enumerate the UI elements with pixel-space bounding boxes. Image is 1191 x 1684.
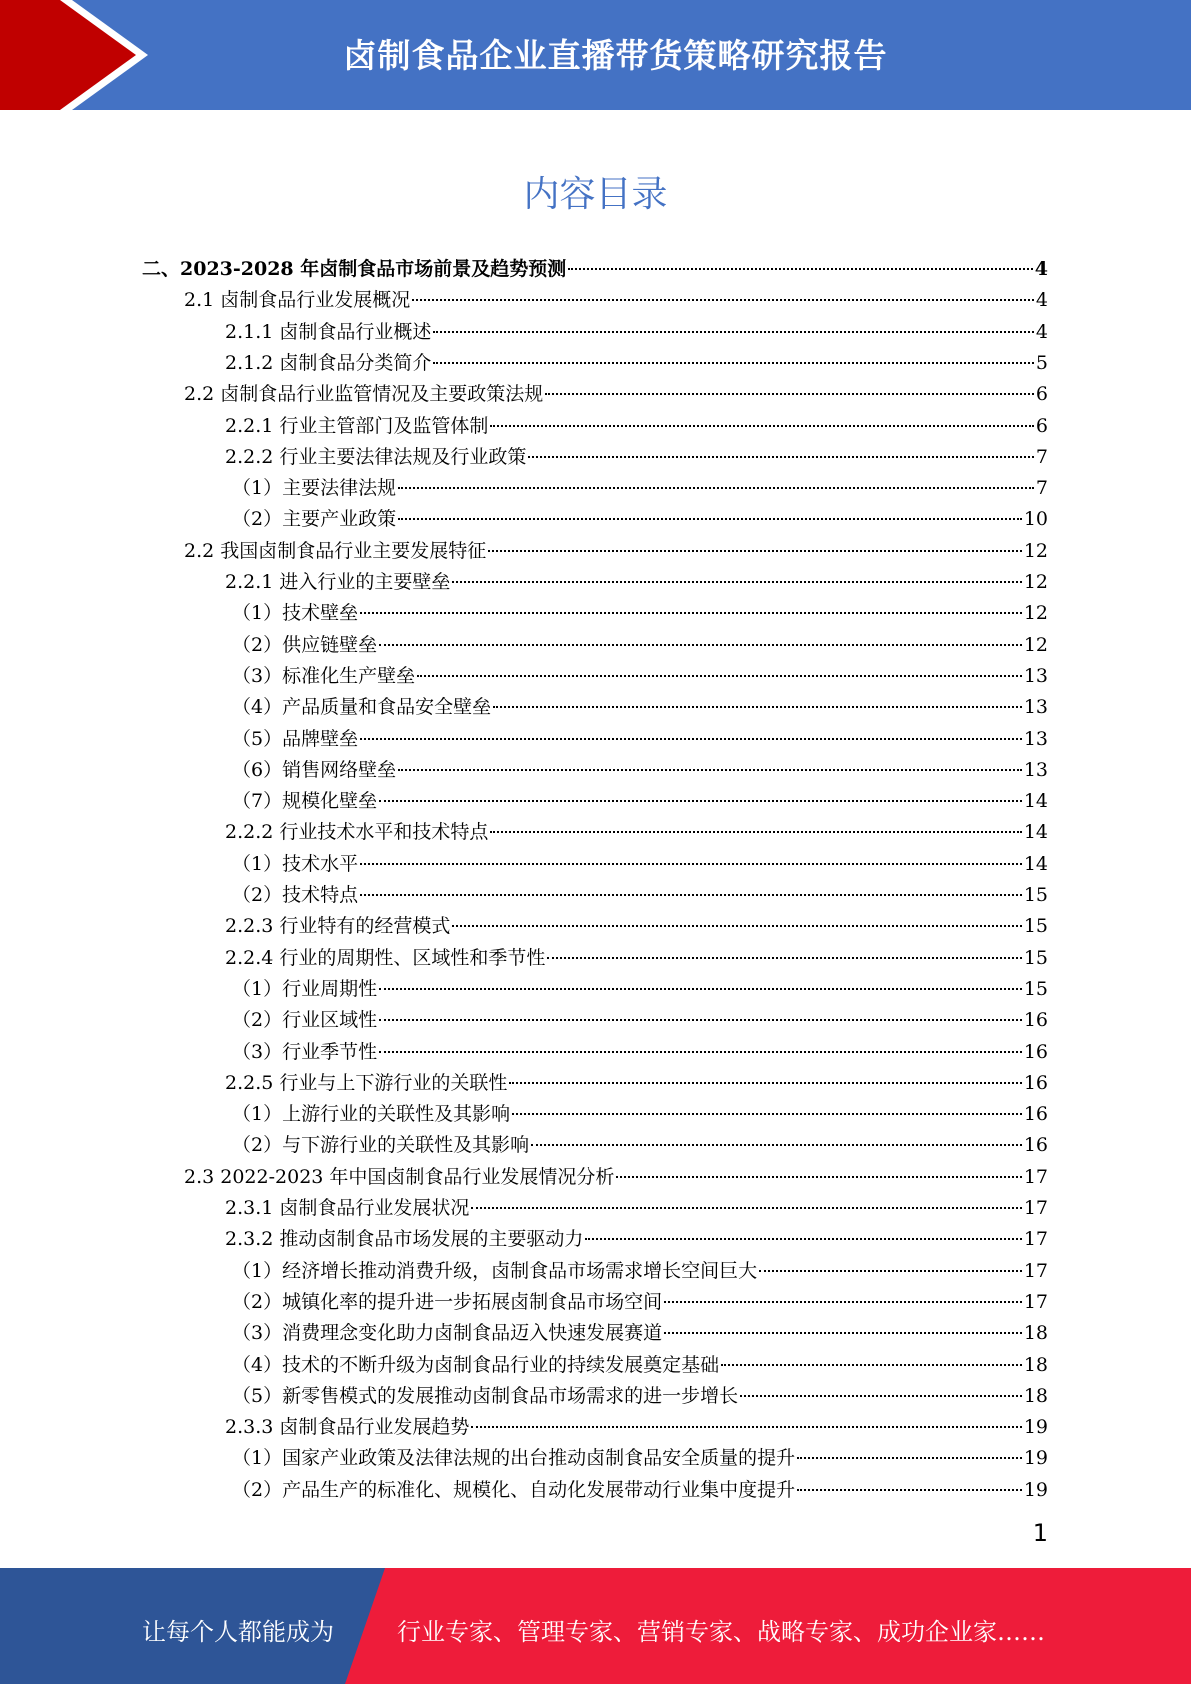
toc-entry[interactable]: [232, 974, 1048, 1005]
toc-entry[interactable]: [232, 473, 1048, 504]
toc-entry-page: 10: [1023, 508, 1048, 531]
toc-entry[interactable]: [232, 1443, 1048, 1474]
toc-dot-leader: [797, 1457, 1022, 1459]
toc-entry-title: （5）新零售模式的发展推动卤制食品市场需求的进一步增长: [232, 1384, 739, 1407]
toc-entry[interactable]: [184, 285, 1048, 316]
toc-dot-leader: [528, 456, 1034, 458]
toc-entry[interactable]: [225, 817, 1048, 848]
toc-dot-leader: [740, 1395, 1022, 1397]
toc-entry[interactable]: [232, 661, 1048, 692]
toc-entry-title: （2）与下游行业的关联性及其影响: [232, 1134, 530, 1157]
toc-dot-leader: [721, 1364, 1022, 1366]
toc-entry-page: 15: [1023, 946, 1048, 969]
toc-entry-page: 4: [1034, 258, 1048, 280]
toc-dot-leader: [547, 957, 1021, 959]
toc-entry-title: （4）技术的不断升级为卤制食品行业的持续发展奠定基础: [232, 1353, 720, 1376]
toc-entry-page: 18: [1023, 1384, 1048, 1407]
toc-dot-leader: [471, 1426, 1021, 1428]
toc-entry[interactable]: [232, 1130, 1048, 1161]
toc-entry[interactable]: [232, 1350, 1048, 1381]
toc-entry-page: 12: [1023, 571, 1048, 593]
toc-dot-leader: [568, 268, 1033, 270]
toc-entry[interactable]: [184, 536, 1048, 567]
toc-entry-title: （2）技术特点: [232, 884, 359, 906]
toc-entry[interactable]: [232, 1099, 1048, 1130]
toc-entry-page: 14: [1023, 852, 1048, 875]
toc-dot-leader: [433, 362, 1034, 364]
toc-entry-title: 2.2.1 行业主管部门及监管体制: [225, 414, 489, 437]
toc-entry[interactable]: [225, 1412, 1048, 1443]
toc-dot-leader: [360, 894, 1022, 896]
toc-dot-leader: [360, 612, 1022, 614]
toc-dot-leader: [398, 769, 1022, 771]
toc-entry-page: 13: [1023, 696, 1048, 719]
toc-entry[interactable]: [225, 1193, 1048, 1224]
toc-entry[interactable]: [225, 567, 1048, 598]
toc-entry[interactable]: [225, 943, 1048, 974]
report-title: 卤制食品企业直播带货策略研究报告: [343, 36, 888, 75]
toc-entry-page: 13: [1023, 664, 1048, 687]
toc-dot-leader: [398, 487, 1034, 489]
toc-entry-page: 19: [1023, 1478, 1048, 1501]
toc-entry[interactable]: [232, 630, 1048, 661]
toc-entry[interactable]: [232, 786, 1048, 817]
toc-entry[interactable]: [232, 1287, 1048, 1318]
toc-entry-title: （1）行业周期性: [232, 977, 378, 1000]
toc-entry-page: 12: [1023, 633, 1048, 656]
toc-dot-leader: [360, 863, 1022, 865]
toc-dot-leader: [512, 1113, 1022, 1115]
toc-entry-title: （2）主要产业政策: [232, 508, 397, 531]
toc-entry-page: 19: [1023, 1416, 1048, 1439]
header-banner: [0, 0, 1191, 110]
toc-entry[interactable]: [232, 1005, 1048, 1036]
toc-entry-title: 2.3 2022-2023 年中国卤制食品行业发展情况分析: [184, 1165, 615, 1188]
toc-entry-title: （7）规模化壁垒: [232, 790, 378, 813]
toc-dot-leader: [490, 831, 1021, 833]
toc-entry-page: 13: [1023, 727, 1048, 750]
toc-entry-title: 2.2.1 进入行业的主要壁垒: [225, 571, 451, 593]
toc-entry-title: （1）国家产业政策及法律法规的出台推动卤制食品安全质量的提升: [232, 1447, 796, 1470]
toc-dot-leader: [417, 675, 1022, 677]
toc-entry[interactable]: [232, 598, 1048, 629]
toc-entry-title: （5）品牌壁垒: [232, 727, 359, 750]
toc-entry-title: （3）消费理念变化助力卤制食品迈入快速发展赛道: [232, 1322, 663, 1345]
toc-entry[interactable]: [232, 1318, 1048, 1349]
toc-entry-page: 17: [1023, 1290, 1048, 1313]
toc-entry-page: 5: [1035, 351, 1048, 374]
toc-entry-page: 16: [1023, 1009, 1048, 1032]
toc-entry-title: 2.2.5 行业与上下游行业的关联性: [225, 1071, 508, 1094]
toc-entry-title: （3）行业季节性: [232, 1040, 378, 1063]
toc-entry-page: 18: [1023, 1353, 1048, 1376]
toc-entry-page: 4: [1035, 289, 1048, 312]
toc-entry-title: 2.1.2 卤制食品分类简介: [225, 351, 432, 374]
toc-entry-page: 12: [1023, 539, 1048, 562]
toc-entry[interactable]: [225, 1224, 1048, 1255]
toc-entry-page: 17: [1023, 1228, 1048, 1251]
toc-dot-leader: [379, 1019, 1022, 1021]
toc-entry-page: 6: [1035, 383, 1048, 406]
toc-dot-leader: [360, 738, 1022, 740]
toc-entry-page: 16: [1023, 1134, 1048, 1157]
toc-entry[interactable]: [232, 692, 1048, 723]
toc-entry-page: 13: [1023, 758, 1048, 781]
toc-entry-title: 2.2 卤制食品行业监管情况及主要政策法规: [184, 383, 544, 406]
toc-entry-page: 12: [1023, 602, 1048, 625]
toc-dot-leader: [545, 393, 1034, 395]
toc-entry-page: 15: [1023, 977, 1048, 1000]
toc-entry-title: （2）供应链壁垒: [232, 633, 378, 656]
toc-dot-leader: [452, 925, 1021, 927]
toc-dot-leader: [412, 299, 1034, 301]
toc-entry-title: （1）上游行业的关联性及其影响: [232, 1103, 511, 1126]
toc-entry-title: （3）标准化生产壁垒: [232, 664, 416, 687]
toc-dot-leader: [759, 1270, 1022, 1272]
toc-entry-page: 7: [1035, 445, 1048, 468]
toc-dot-leader: [452, 581, 1021, 583]
toc-dot-leader: [585, 1238, 1021, 1240]
toc-entry-page: 6: [1035, 414, 1048, 437]
toc-dot-leader: [490, 425, 1034, 427]
toc-heading: 内容目录: [523, 174, 668, 215]
footer-banner: [0, 1568, 1191, 1684]
toc-entry-title: 2.2 我国卤制食品行业主要发展特征: [184, 539, 487, 562]
toc-entry-page: 14: [1023, 790, 1048, 813]
toc-entry-page: 17: [1023, 1197, 1048, 1219]
toc-entry[interactable]: [225, 348, 1048, 379]
toc-entry[interactable]: [225, 1068, 1048, 1099]
toc-dot-leader: [379, 1051, 1022, 1053]
toc-entry-title: 2.2.2 行业技术水平和技术特点: [225, 821, 489, 844]
toc-entry-page: 14: [1023, 821, 1048, 844]
toc-dot-leader: [379, 644, 1022, 646]
toc-dot-leader: [616, 1176, 1021, 1178]
toc-dot-leader: [797, 1489, 1022, 1491]
toc-entry[interactable]: [232, 880, 1048, 911]
page-number: 1: [1032, 1519, 1048, 1547]
toc-entry[interactable]: [184, 379, 1048, 410]
toc-entry-page: 17: [1023, 1259, 1048, 1282]
footer-slogan-right: 行业专家、管理专家、营销专家、战略专家、成功企业家……: [397, 1618, 1045, 1646]
toc-entry-title: 二、2023-2028 年卤制食品市场前景及趋势预测: [142, 258, 567, 280]
toc-entry[interactable]: [225, 911, 1048, 942]
toc-entry-title: 2.3.3 卤制食品行业发展趋势: [225, 1416, 470, 1439]
toc-entry-title: （6）销售网络壁垒: [232, 758, 397, 781]
toc-dot-leader: [493, 706, 1022, 708]
toc-entry[interactable]: [184, 1162, 1048, 1193]
toc-entry-title: 2.1.1 卤制食品行业概述: [225, 320, 432, 343]
toc-entry[interactable]: [232, 849, 1048, 880]
toc-entry-title: （4）产品质量和食品安全壁垒: [232, 696, 492, 719]
toc-entry[interactable]: [142, 254, 1048, 285]
toc-entry[interactable]: [232, 504, 1048, 535]
toc-entry-title: 2.1 卤制食品行业发展概况: [184, 289, 411, 312]
toc-entry[interactable]: [232, 1381, 1048, 1412]
toc-entry[interactable]: [232, 724, 1048, 755]
toc-entry-title: （2）城镇化率的提升进一步拓展卤制食品市场空间: [232, 1290, 663, 1313]
toc-entry-page: 7: [1035, 477, 1048, 500]
toc-entry[interactable]: [225, 442, 1048, 473]
toc-entry-page: 16: [1023, 1103, 1048, 1126]
toc-entry-title: 2.2.2 行业主要法律法规及行业政策: [225, 445, 527, 468]
toc-dot-leader: [398, 518, 1022, 520]
toc-entry-title: （1）技术水平: [232, 852, 359, 875]
toc-entry[interactable]: [225, 411, 1048, 442]
toc-dot-leader: [488, 550, 1022, 552]
toc-dot-leader: [664, 1301, 1022, 1303]
footer-slogan-left: 让每个人都能成为: [142, 1618, 334, 1646]
toc-entry-title: （1）技术壁垒: [232, 602, 359, 625]
toc-dot-leader: [664, 1332, 1022, 1334]
toc-entry-page: 16: [1023, 1071, 1048, 1094]
toc-entry-page: 16: [1023, 1040, 1048, 1063]
toc-dot-leader: [379, 800, 1022, 802]
toc-entry-page: 19: [1023, 1447, 1048, 1470]
toc-entry-page: 18: [1023, 1322, 1048, 1345]
toc-entry-page: 15: [1023, 915, 1048, 938]
toc-dot-leader: [379, 988, 1022, 990]
toc-entry-title: （1）经济增长推动消费升级，卤制食品市场需求增长空间巨大: [232, 1259, 758, 1282]
toc-entry-title: 2.2.4 行业的周期性、区域性和季节性: [225, 946, 546, 969]
toc-dot-leader: [531, 1144, 1022, 1146]
toc-entry-page: 4: [1035, 320, 1048, 343]
toc-entry[interactable]: [232, 755, 1048, 786]
toc-entry-title: （2）产品生产的标准化、规模化、自动化发展带动行业集中度提升: [232, 1478, 796, 1501]
toc-entry-title: 2.3.2 推动卤制食品市场发展的主要驱动力: [225, 1228, 584, 1251]
toc-entry-page: 17: [1023, 1165, 1048, 1188]
toc-entry-title: 2.3.1 卤制食品行业发展状况: [225, 1197, 470, 1219]
toc-entry[interactable]: [232, 1475, 1048, 1506]
toc-entry-title: （1）主要法律法规: [232, 477, 397, 500]
toc-dot-leader: [509, 1082, 1021, 1084]
toc-entry-title: 2.2.3 行业特有的经营模式: [225, 915, 451, 938]
toc-entry[interactable]: [232, 1256, 1048, 1287]
toc-entry-page: 15: [1023, 884, 1048, 906]
toc-entry-title: （2）行业区域性: [232, 1009, 378, 1032]
toc-dot-leader: [433, 331, 1034, 333]
toc-dot-leader: [471, 1207, 1021, 1209]
toc-entry[interactable]: [225, 317, 1048, 348]
toc-entry[interactable]: [232, 1037, 1048, 1068]
